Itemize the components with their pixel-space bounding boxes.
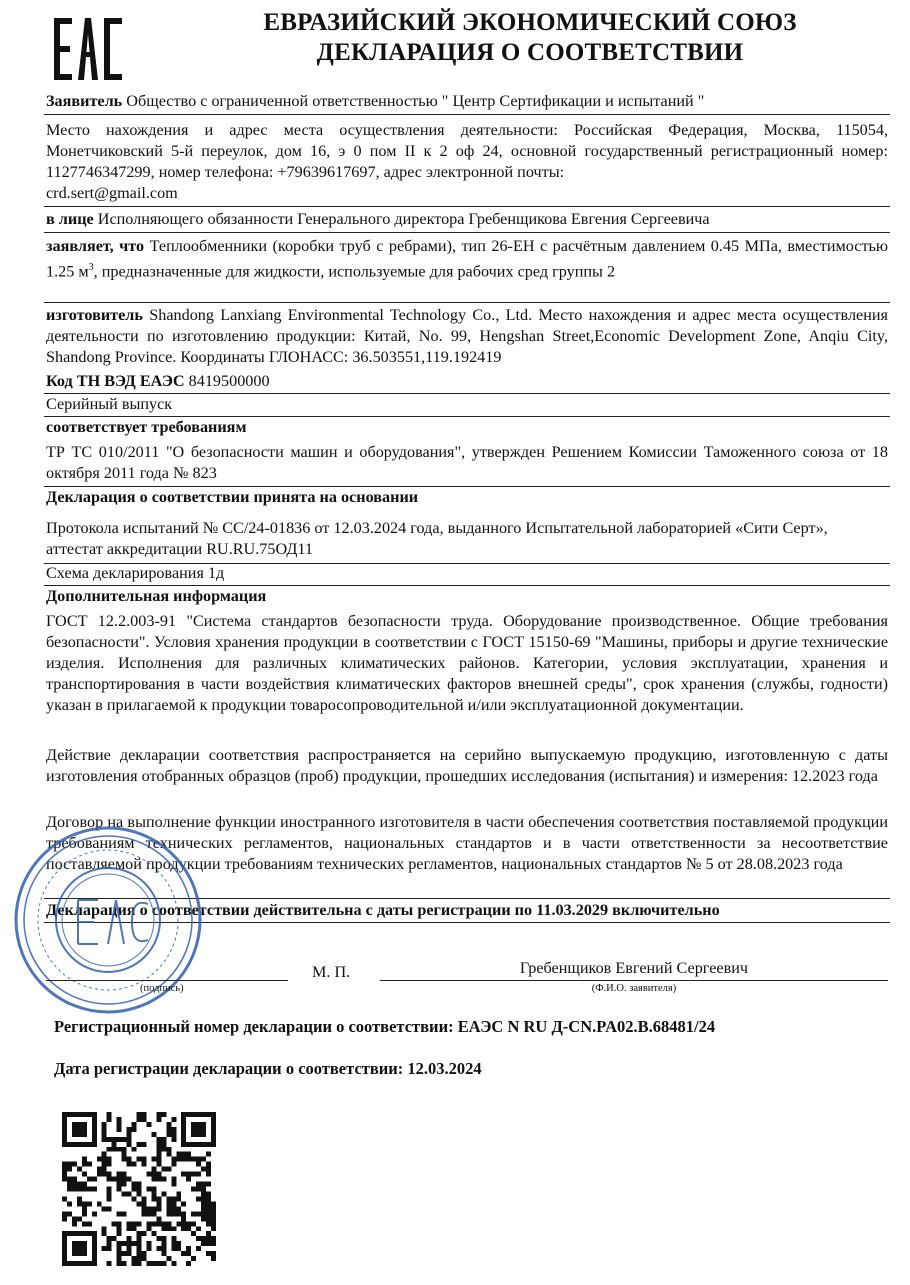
qr-code xyxy=(62,1112,216,1266)
representative-text: Исполняющего обязанности Генерального директора Гребенщикова Евгения Сергеевича xyxy=(97,210,710,228)
mp-label: М. П. xyxy=(312,963,351,981)
basis-heading-row xyxy=(46,487,888,508)
additional-heading: Дополнительная информация xyxy=(46,587,267,605)
representative-label: в лице xyxy=(46,210,94,228)
divider xyxy=(44,232,890,233)
name-line xyxy=(380,980,888,981)
registration-date: 12.03.2024 xyxy=(407,1059,482,1078)
applicant-email: crd.sert@gmail.com xyxy=(46,184,178,202)
additional-para-1: ГОСТ 12.2.003-91 "Система стандартов безопасности труда. Оборудование производственное. Общие требования безопасности". Условия хранения продукции в соответствии с ГОСТ 15150-69 "Машины, приборы и другие технические изделия. Исполнения для различных климатических районов. Категории, условия эксплуатации, хранения и транспортирования в части воздействия климатических факторов внешней среды", срок хранения (службы, годности) указан в прилагаемой к продукции товаросопроводительной и/или эксплуатационной документации. xyxy=(46,612,888,714)
registration-date-line xyxy=(54,1059,482,1079)
applicant-name: Общество с ограниченной ответственностью " Центр Сертификации и испытаний " xyxy=(126,92,705,110)
divider xyxy=(44,206,890,207)
requirements-text: ТР ТС 010/2011 "О безопасности машин и оборудования", утвержден Решением Комиссии Таможенного союза от 18 октября 2011 года № 823 xyxy=(46,443,888,482)
registration-number-label: Регистрационный номер декларации о соответствии: xyxy=(54,1017,454,1036)
applicant-line xyxy=(46,91,888,112)
signature-caption: (подпись) xyxy=(140,983,184,994)
basis-text: Протокола испытаний № CC/24-01836 от 12.03.2024 года, выданного Испытательной лабораторией «Сити Серт», аттестат аккредитации RU.RU.75ОД11 xyxy=(46,519,828,558)
registration-number-line xyxy=(54,1017,715,1037)
validity-text: Декларация о соответствии действительна с даты регистрации по 11.03.2029 включительно xyxy=(46,901,720,919)
divider xyxy=(44,114,890,115)
eac-logo xyxy=(52,14,124,82)
manufacturer-text: Shandong Lanxiang Environmental Technology Co., Ltd. Место нахождения и адрес места осуществления деятельности по изготовлению продукции: Китай, No. 99, Hengshan Street,Economic Development Zone, Anqiu City, Shandong Province. Координаты ГЛОНАСС: 36.503551,119.192419 xyxy=(46,306,889,366)
product-description: Теплообменники (коробки труб с ребрами), тип 26-EH с расчётным давлением 0.45 МПа, вместимостью 1.25 м xyxy=(46,237,888,281)
basis-heading: Декларация о соответствии принята на основании xyxy=(46,488,419,506)
tn-ved-value: 8419500000 xyxy=(188,372,270,390)
production-type: Серийный выпуск xyxy=(46,395,173,413)
additional-heading-row xyxy=(46,586,888,607)
union-title: ЕВРАЗИЙСКИЙ ЭКОНОМИЧЕСКИЙ СОЮЗ xyxy=(263,9,797,36)
applicant-label: Заявитель xyxy=(46,92,123,110)
declaration-scheme: Схема декларирования 1д xyxy=(46,564,225,582)
tn-ved-label: Код ТН ВЭД ЕАЭС xyxy=(46,372,185,390)
signature-line xyxy=(46,980,288,981)
divider xyxy=(44,302,890,303)
declares-block: заявляет, что Теплообменники (коробки труб с ребрами), тип 26-EH с расчётным давлением 0.45 МПа, вместимостью 1.25 $м^3$, предназначенные для жидкости, используемые для рабочих сред группы 2 xyxy=(46,237,888,281)
registration-number: ЕАЭС N RU Д-CN.PA02.B.68481/24 xyxy=(457,1017,716,1036)
additional-para-2: Действие декларации соответствия распространяется на серийно выпускаемую продукцию, изготовленную с даты изготовления отобранных образцов (проб) продукции, прошедших исследования (испытания) и измерения: 12.2023 года xyxy=(46,746,888,785)
name-caption: (Ф.И.О. заявителя) xyxy=(591,983,677,994)
registration-date-label: Дата регистрации декларации о соответствии: xyxy=(54,1059,404,1078)
additional-para-3: Договор на выполнение функции иностранного изготовителя в части обеспечения соответствия поставляемой продукции требованиям технических регламентов, национальных стандартов и в части ответственности за несоответствие поставляемой продукции требованиям технических регламентов, национальных стандартов № 5 от 28.08.2023 года xyxy=(46,813,888,873)
manufacturer-block xyxy=(46,305,888,368)
signatory-name: Гребенщиков Евгений Сергеевич xyxy=(519,959,749,977)
representative-line xyxy=(46,209,888,230)
manufacturer-label: изготовитель xyxy=(46,306,143,324)
document-title: ДЕКЛАРАЦИЯ О СООТВЕТСТВИИ xyxy=(316,39,744,66)
requirements-heading-row xyxy=(46,417,888,438)
tn-ved-line xyxy=(46,371,888,392)
declares-label: заявляет, что xyxy=(46,237,145,255)
applicant-address: Место нахождения и адрес места осуществления деятельности: Российская Федерация, Москва, 115054, Монетчиковский 5-й переулок, дом 16, э 0 пом II к 2 оф 24, основной государственный регистрационный номер: 1127746347299, номер телефона: +79639617697, адрес электронной почты: crd.sert@gmail.com xyxy=(46,121,888,202)
requirements-heading: соответствует требованиям xyxy=(46,418,247,436)
